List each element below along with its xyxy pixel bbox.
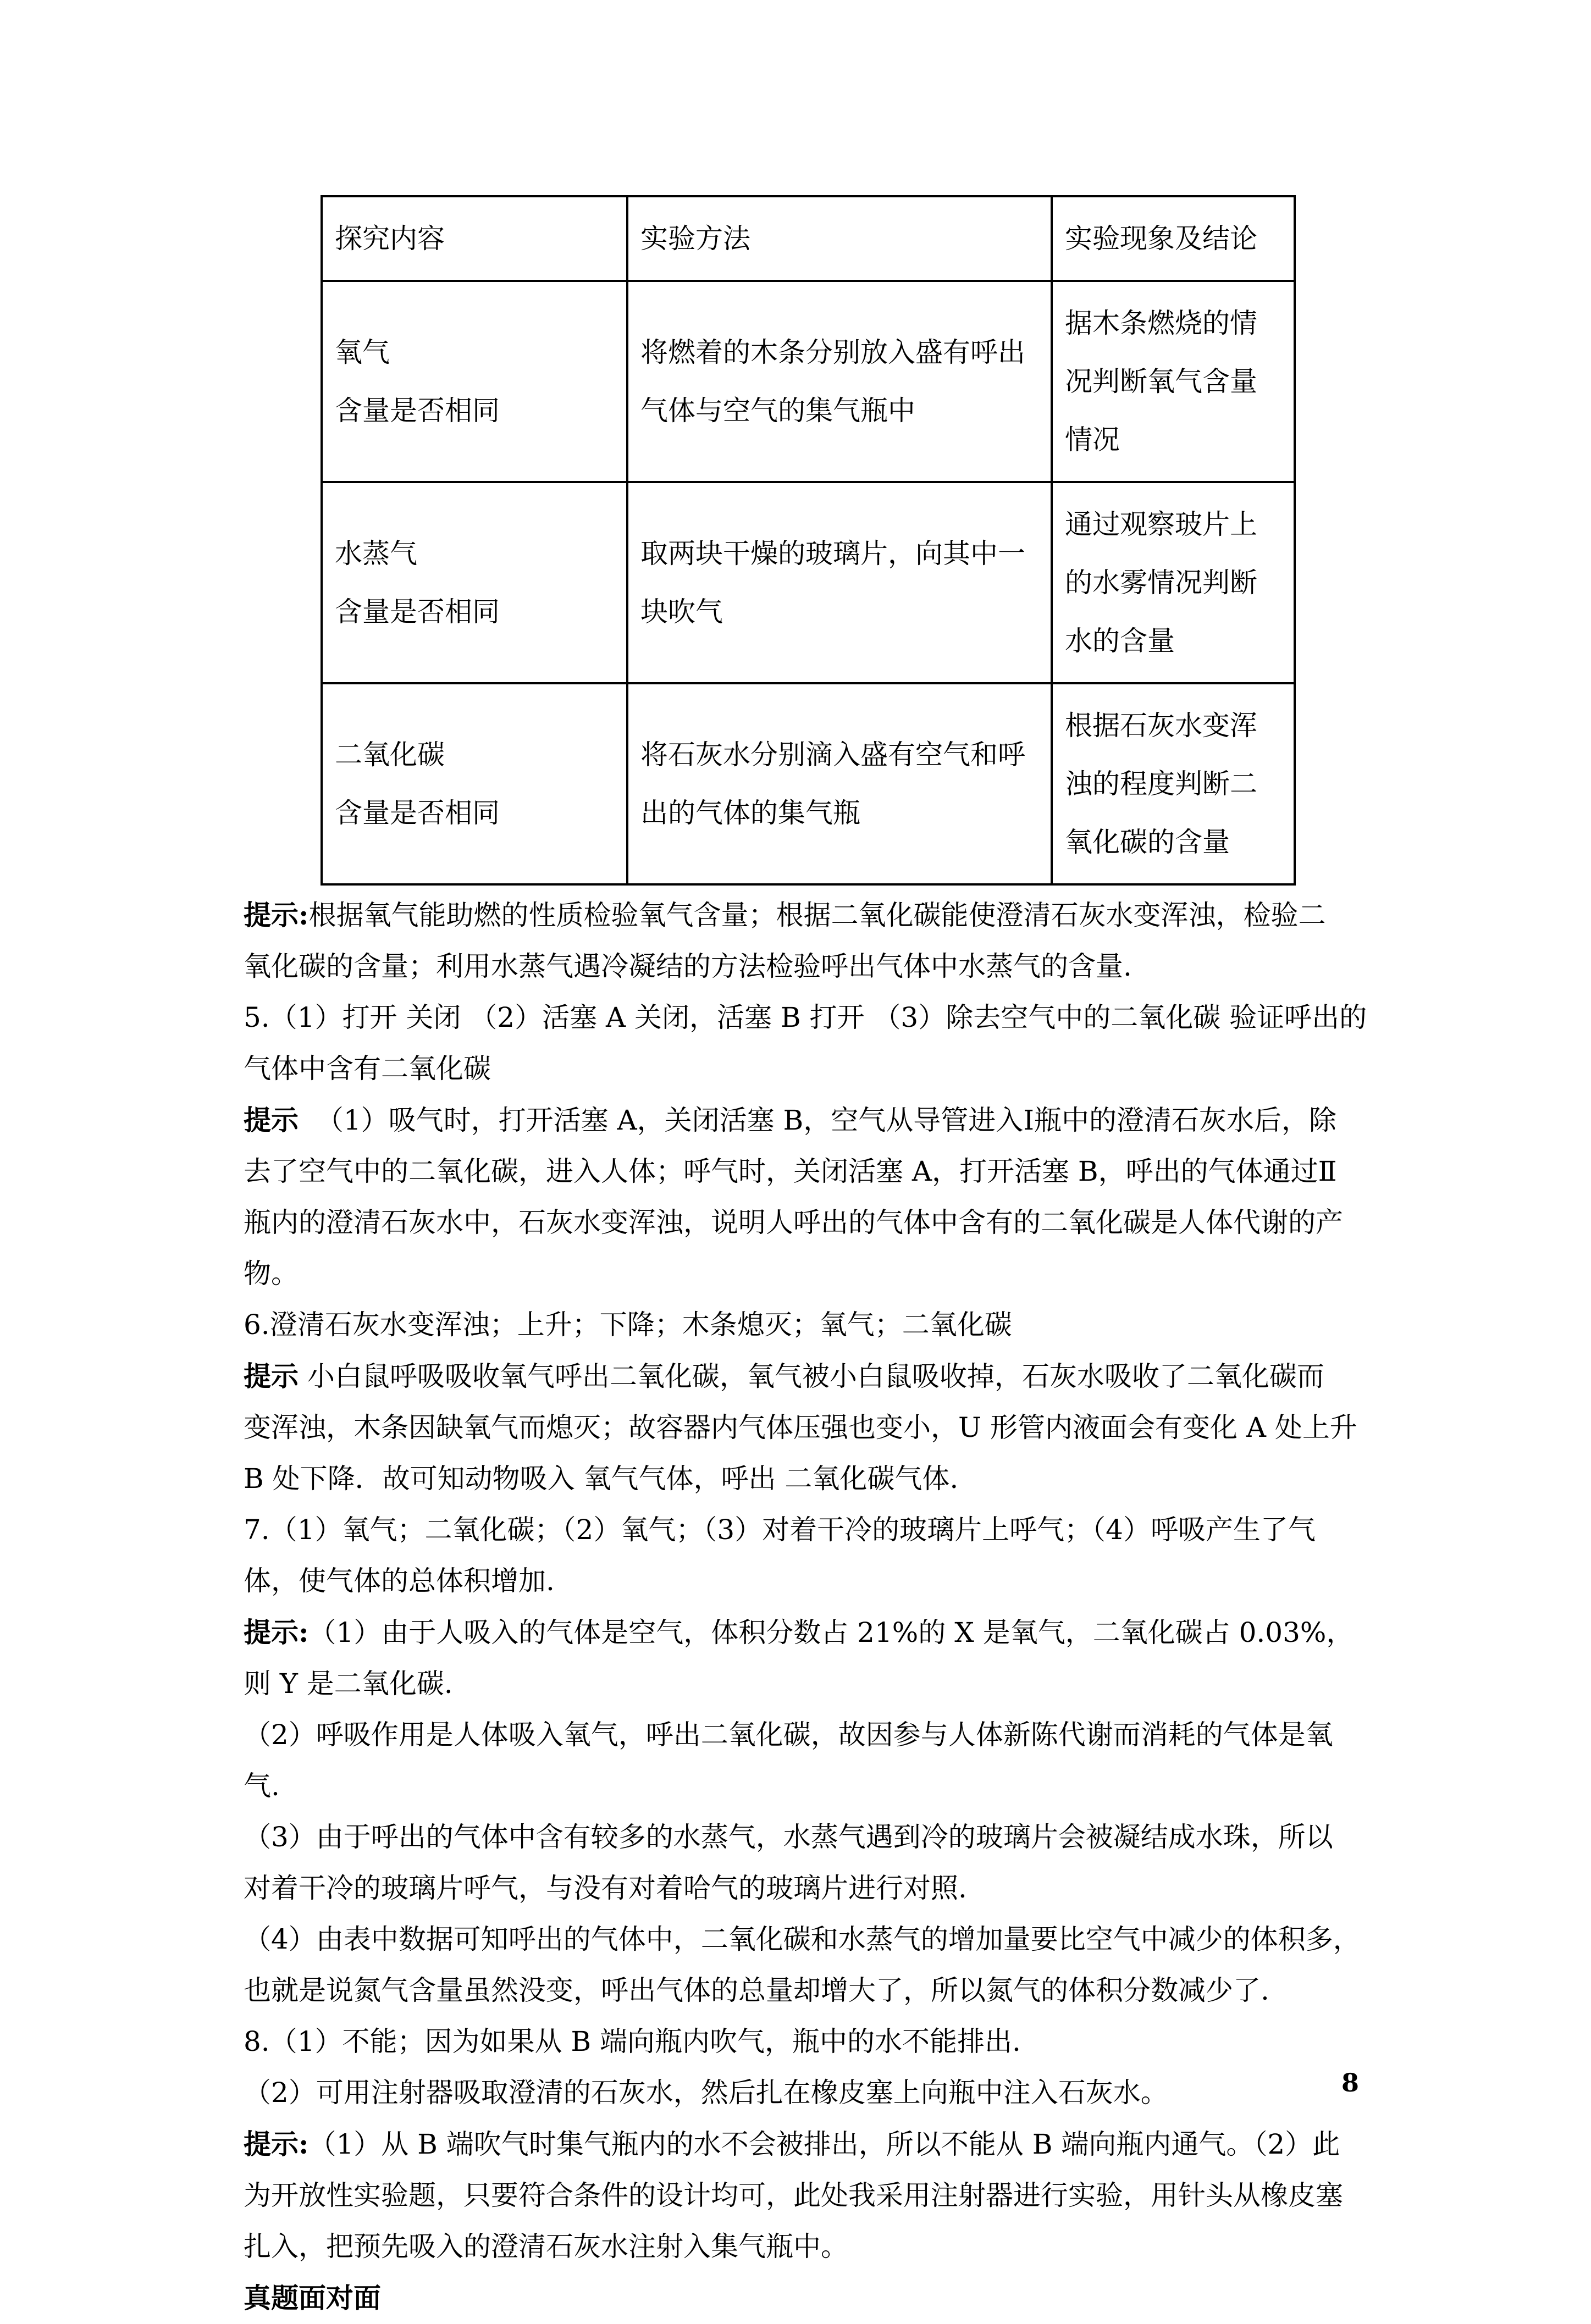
text-line bbox=[244, 1402, 1376, 1453]
answer-text-block bbox=[244, 889, 1376, 2324]
line-text: （2）可用注射器吸取澄清的石灰水，然后扎在橡皮塞上向瓶中注入石灰水。 bbox=[244, 2077, 1168, 2109]
text-line bbox=[244, 889, 1376, 941]
line-text: 扎入，把预先吸入的澄清石灰水注射入集气瓶中。 bbox=[244, 2231, 848, 2262]
cell-line: 氧气 bbox=[335, 336, 390, 368]
method-cell bbox=[627, 482, 1052, 683]
text-line bbox=[244, 2170, 1376, 2221]
text-line bbox=[244, 1197, 1376, 1248]
cell-line: 水的含量 bbox=[1065, 625, 1175, 657]
text-line bbox=[244, 1504, 1376, 1556]
text-line bbox=[244, 992, 1376, 1043]
cell-line: 气体与空气的集气瓶中 bbox=[640, 395, 915, 427]
topic-cell bbox=[322, 683, 627, 884]
text-line bbox=[244, 1351, 1376, 1402]
text-line bbox=[244, 2118, 1376, 2170]
cell-line: 含量是否相同 bbox=[335, 596, 500, 628]
text-line bbox=[244, 1299, 1376, 1351]
line-text: （3）由于呼出的气体中含有较多的水蒸气，水蒸气遇到冷的玻璃片会被凝结成水珠，所以 bbox=[244, 1821, 1333, 1853]
text-line bbox=[244, 2067, 1376, 2118]
text-line bbox=[244, 1453, 1376, 1504]
table-header-row bbox=[322, 196, 1295, 281]
text-line bbox=[244, 1658, 1376, 1709]
line-text: 去了空气中的二氧化碳，进入人体；呼气时，关闭活塞 A，打开活塞 B，呼出的气体通过Ⅱ bbox=[244, 1155, 1337, 1187]
text-line bbox=[244, 1146, 1376, 1197]
text-line bbox=[244, 1607, 1376, 1658]
text-line bbox=[244, 1094, 1376, 1146]
table-row bbox=[322, 683, 1295, 884]
cell-line: 况判断氧气含量 bbox=[1065, 366, 1257, 397]
result-cell bbox=[1052, 683, 1295, 884]
cell-line: 含量是否相同 bbox=[335, 395, 500, 427]
cell-line: 含量是否相同 bbox=[335, 797, 500, 829]
line-text: 也就是说氮气含量虽然没变，呼出气体的总量却增大了，所以氮气的体积分数减少了. bbox=[244, 1974, 1269, 2006]
text-line bbox=[244, 2272, 1376, 2324]
cell-line: 将燃着的木条分别放入盛有呼出 bbox=[640, 336, 1025, 368]
hint-label: 提示: bbox=[244, 1616, 309, 1648]
cell-line: 氧化碳的含量 bbox=[1065, 826, 1230, 858]
line-text: （2）呼吸作用是人体吸入氧气，呼出二氧化碳，故因参与人体新陈代谢而消耗的气体是氧 bbox=[244, 1719, 1333, 1751]
text-line bbox=[244, 1248, 1376, 1299]
line-text: （1）由于人吸入的气体是空气，体积分数占 21%的 X 是氧气，二氧化碳占 0.03%， bbox=[308, 1617, 1354, 1648]
cell-line: 二氧化碳 bbox=[335, 739, 445, 771]
header-cell: 实验方法 bbox=[627, 196, 1052, 281]
hint-label: 提示 bbox=[244, 1360, 299, 1392]
line-text: 8.（1）不能；因为如果从 B 端向瓶内吹气，瓶中的水不能排出. bbox=[244, 2026, 1021, 2057]
line-text: 根据氧气能助燃的性质检验氧气含量；根据二氧化碳能使澄清石灰水变浑浊，检验二 bbox=[308, 899, 1326, 931]
hint-label: 提示: bbox=[244, 2128, 309, 2160]
line-text: 变浑浊，木条因缺氧气而熄灭；故容器内气体压强也变小，U 形管内液面会有变化 A 处上升 bbox=[244, 1412, 1357, 1443]
method-cell bbox=[627, 281, 1052, 482]
hint-label: 真题面对面 bbox=[244, 2282, 381, 2314]
line-text: 5.（1）打开 关闭 （2）活塞 A 关闭，活塞 B 打开 （3）除去空气中的二氧化碳 验证呼出的 bbox=[244, 1001, 1367, 1033]
text-line bbox=[244, 1965, 1376, 2016]
text-line bbox=[244, 1043, 1376, 1094]
cell-line: 情况 bbox=[1065, 424, 1120, 456]
cell-line: 浊的程度判断二 bbox=[1065, 768, 1257, 800]
text-line bbox=[244, 1914, 1376, 1965]
line-text: 氧化碳的含量；利用水蒸气遇冷凝结的方法检验呼出气体中水蒸气的含量. bbox=[244, 950, 1132, 982]
text-line bbox=[244, 1812, 1376, 1863]
cell-line: 的水雾情况判断 bbox=[1065, 567, 1257, 599]
line-text: （1）从 B 端吹气时集气瓶内的水不会被排出，所以不能从 B 端向瓶内通气。（2）此 bbox=[308, 2128, 1340, 2160]
line-text: 为开放性实验题，只要符合条件的设计均可，此处我采用注射器进行实验，用针头从橡皮塞 bbox=[244, 2179, 1343, 2211]
text-line bbox=[244, 1556, 1376, 1607]
cell-line: 将石灰水分别滴入盛有空气和呼 bbox=[640, 739, 1025, 771]
text-line bbox=[244, 941, 1376, 992]
cell-line: 出的气体的集气瓶 bbox=[640, 797, 860, 829]
hint-label: 提示: bbox=[244, 899, 309, 931]
result-cell bbox=[1052, 482, 1295, 683]
line-text: （4）由表中数据可知呼出的气体中，二氧化碳和水蒸气的增加量要比空气中减少的体积多， bbox=[244, 1923, 1361, 1955]
text-line bbox=[244, 1761, 1376, 1812]
header-cell: 探究内容 bbox=[322, 196, 627, 281]
line-text: 对着干冷的玻璃片呼气，与没有对着哈气的玻璃片进行对照. bbox=[244, 1872, 967, 1904]
cell-line: 据木条燃烧的情 bbox=[1065, 307, 1257, 339]
text-line bbox=[244, 1709, 1376, 1761]
cell-line: 水蒸气 bbox=[335, 538, 417, 569]
cell-line: 块吹气 bbox=[640, 596, 723, 628]
line-text: B 处下降．故可知动物吸入 氧气气体，呼出 二氧化碳气体. bbox=[244, 1463, 959, 1495]
line-text: （1）吸气时，打开活塞 A，关闭活塞 B，空气从导管进入Ⅰ瓶中的澄清石灰水后，除 bbox=[299, 1104, 1336, 1136]
line-text: 瓶内的澄清石灰水中，石灰水变浑浊，说明人呼出的气体中含有的二氧化碳是人体代谢的产 bbox=[244, 1207, 1343, 1238]
topic-cell bbox=[322, 281, 627, 482]
topic-cell bbox=[322, 482, 627, 683]
hint-label: 提示 bbox=[244, 1104, 299, 1136]
line-text: 气体中含有二氧化碳 bbox=[244, 1053, 491, 1084]
line-text: 物。 bbox=[244, 1258, 299, 1290]
text-line bbox=[244, 1863, 1376, 1914]
text-line bbox=[244, 2221, 1376, 2272]
line-text: 小白鼠呼吸吸收氧气呼出二氧化碳，氧气被小白鼠吸收掉，石灰水吸收了二氧化碳而 bbox=[299, 1360, 1324, 1392]
line-text: 7.（1）氧气；二氧化碳；（2）氧气；（3）对着干冷的玻璃片上呼气；（4）呼吸产生了气 bbox=[244, 1514, 1316, 1546]
method-cell bbox=[627, 683, 1052, 884]
table-row bbox=[322, 281, 1295, 482]
result-cell bbox=[1052, 281, 1295, 482]
text-line bbox=[244, 2016, 1376, 2067]
line-text: 6.澄清石灰水变浑浊；上升；下降；木条熄灭；氧气；二氧化碳 bbox=[244, 1309, 1012, 1341]
line-text: 体，使气体的总体积增加. bbox=[244, 1565, 555, 1597]
line-text: 则 Y 是二氧化碳. bbox=[244, 1668, 453, 1700]
cell-line: 取两块干燥的玻璃片，向其中一 bbox=[640, 538, 1025, 569]
cell-line: 通过观察玻片上 bbox=[1065, 508, 1257, 540]
line-text: 气. bbox=[244, 1770, 280, 1802]
page-number: 8 bbox=[1341, 2068, 1360, 2098]
header-cell: 实验现象及结论 bbox=[1052, 196, 1295, 281]
table-row bbox=[322, 482, 1295, 683]
cell-line: 根据石灰水变浑 bbox=[1065, 710, 1257, 742]
experiment-table bbox=[321, 195, 1296, 886]
